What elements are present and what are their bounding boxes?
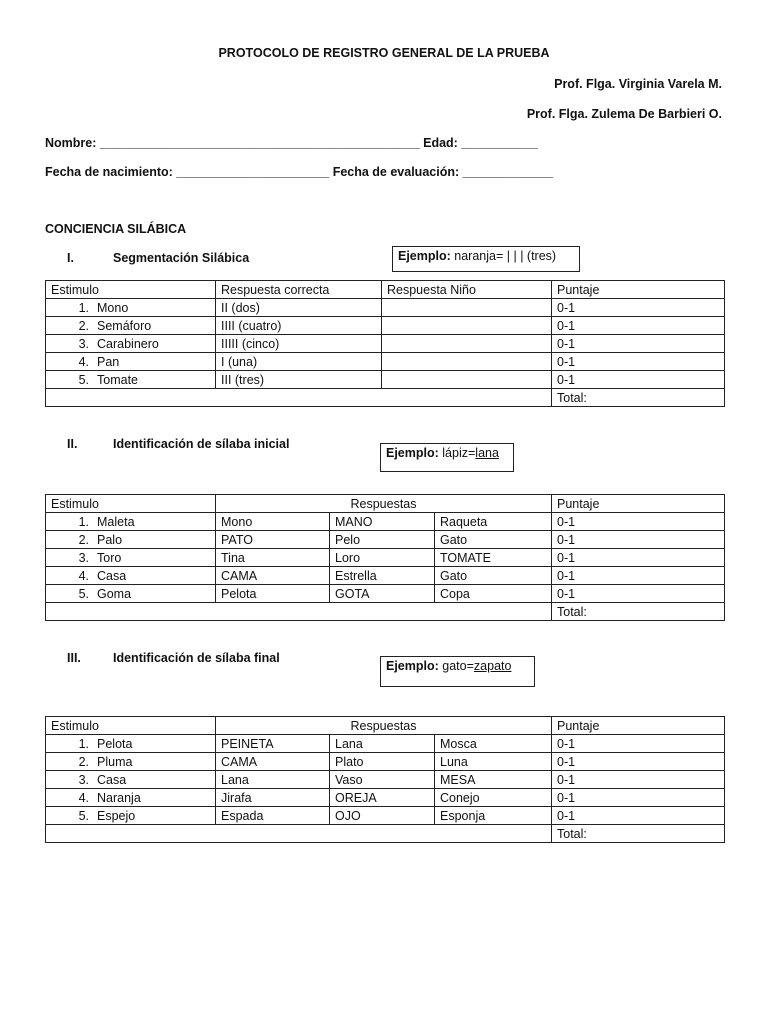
option-cell: Raqueta [435,513,552,531]
author-1: Prof. Flga. Virginia Varela M. [554,77,722,91]
correct-answer: II (dos) [216,299,382,317]
total-row [46,389,725,407]
stimulus-word: Casa [97,772,127,787]
nombre-edad-line: Nombre: ______________________________________________ Edad: ___________ [45,136,538,150]
option-cell: GOTA [330,585,435,603]
header-cell: Estimulo [46,495,216,513]
part3-table [45,716,725,843]
header-cell: Estimulo [46,281,216,299]
option-cell: Pelota [216,585,330,603]
header-cell: Respuesta correcta [216,281,382,299]
part1-example-text: naranja= | | | (tres) [454,249,557,263]
author-2: Prof. Flga. Zulema De Barbieri O. [526,107,722,121]
option-cell: Plato [330,753,435,771]
stimulus-word: Pan [97,354,120,369]
part3-number: III. [67,651,81,665]
child-answer-field[interactable] [382,353,552,371]
score-cell: 0-1 [552,789,725,807]
table-header-row [46,717,725,735]
table-header-row [46,495,725,513]
row-number: 3. [78,550,89,565]
stimulus-word: Toro [97,550,122,565]
option-cell: Luna [435,753,552,771]
fecha-line: Fecha de nacimiento: ______________________ Fecha de evaluación: _____________ [45,165,553,179]
table-row [46,513,725,531]
table-row [46,585,725,603]
table-row [46,299,725,317]
option-cell: Conejo [435,789,552,807]
option-cell: MANO [330,513,435,531]
stimulus-word: Carabinero [97,336,159,351]
option-cell: Vaso [330,771,435,789]
stimulus-word: Pelota [97,736,133,751]
total-row [46,603,725,621]
correct-answer: IIIII (cinco) [216,335,382,353]
total-blank [46,603,552,621]
correct-answer: IIII (cuatro) [216,317,382,335]
part1-table [45,280,725,407]
score-cell: 0-1 [552,371,725,389]
option-cell: MESA [435,771,552,789]
part2-example-box [380,443,514,472]
row-number: 5. [78,808,89,823]
table-row [46,353,725,371]
stimulus-word: Semáforo [97,318,152,333]
header-cell: Puntaje [552,281,725,299]
option-cell: Lana [330,735,435,753]
row-number: 2. [78,532,89,547]
table-row [46,549,725,567]
score-cell: 0-1 [552,335,725,353]
stimulus-word: Espejo [97,808,136,823]
score-cell: 0-1 [552,585,725,603]
header-cell: Respuesta Niño [382,281,552,299]
part1-example-box [392,246,580,272]
score-cell: 0-1 [552,771,725,789]
table-row [46,371,725,389]
total-blank [46,825,552,843]
header-cell: Respuestas [216,717,552,735]
table-row [46,531,725,549]
option-cell: Esponja [435,807,552,825]
option-cell: Tina [216,549,330,567]
row-number: 4. [78,568,89,583]
option-cell: Loro [330,549,435,567]
stimulus-word: Palo [97,532,123,547]
option-cell: Mono [216,513,330,531]
stimulus-word: Tomate [97,372,138,387]
stimulus-word: Pluma [97,754,133,769]
score-cell: 0-1 [552,735,725,753]
part2-number: II. [67,437,78,451]
option-cell: Pelo [330,531,435,549]
stimulus-word: Casa [97,568,127,583]
part2-example-label: Ejemplo: [386,446,439,460]
table-row [46,771,725,789]
part1-example-label: Ejemplo: [398,249,451,263]
score-cell: 0-1 [552,531,725,549]
total-cell: Total: [552,389,725,407]
section-title: CONCIENCIA SILÁBICA [45,222,187,236]
table-row [46,789,725,807]
score-cell: 0-1 [552,753,725,771]
child-answer-field[interactable] [382,335,552,353]
header-cell: Puntaje [552,495,725,513]
row-number: 1. [78,514,89,529]
option-cell: Copa [435,585,552,603]
part2-title: Identificación de sílaba inicial [113,437,290,451]
row-number: 5. [78,372,89,387]
table-row [46,735,725,753]
child-answer-field[interactable] [382,371,552,389]
part2-example-answer: lana [475,446,499,460]
table-header-row [46,281,725,299]
row-number: 2. [78,754,89,769]
option-cell: Espada [216,807,330,825]
score-cell: 0-1 [552,513,725,531]
part3-example-box [380,656,535,687]
option-cell: Lana [216,771,330,789]
row-number: 3. [78,772,89,787]
part2-table [45,494,725,621]
row-number: 4. [78,354,89,369]
document-title: PROTOCOLO DE REGISTRO GENERAL DE LA PRUEBA [218,46,550,60]
option-cell: CAMA [216,753,330,771]
correct-answer: III (tres) [216,371,382,389]
correct-answer: I (una) [216,353,382,371]
row-number: 5. [78,586,89,601]
part1-number: I. [67,251,74,265]
table-row [46,807,725,825]
header-cell: Puntaje [552,717,725,735]
header-cell: Respuestas [216,495,552,513]
option-cell: Gato [435,567,552,585]
total-cell: Total: [552,603,725,621]
score-cell: 0-1 [552,353,725,371]
option-cell: PATO [216,531,330,549]
score-cell: 0-1 [552,807,725,825]
row-number: 2. [78,318,89,333]
part1-title: Segmentación Silábica [113,251,250,265]
option-cell: Mosca [435,735,552,753]
part3-example-label: Ejemplo: [386,659,439,673]
stimulus-word: Maleta [97,514,135,529]
header-cell: Estimulo [46,717,216,735]
total-blank [46,389,552,407]
option-cell: OJO [330,807,435,825]
option-cell: OREJA [330,789,435,807]
total-row [46,825,725,843]
row-number: 4. [78,790,89,805]
option-cell: Jirafa [216,789,330,807]
row-number: 1. [78,300,89,315]
option-cell: PEINETA [216,735,330,753]
stimulus-word: Naranja [97,790,141,805]
table-row [46,753,725,771]
total-cell: Total: [552,825,725,843]
part3-example-answer: zapato [473,659,512,673]
child-answer-field[interactable] [382,317,552,335]
part3-title: Identificación de sílaba final [113,651,280,665]
stimulus-word: Goma [97,586,132,601]
score-cell: 0-1 [552,567,725,585]
child-answer-field[interactable] [382,299,552,317]
option-cell: TOMATE [435,549,552,567]
table-row [46,317,725,335]
option-cell: CAMA [216,567,330,585]
stimulus-word: Mono [97,300,129,315]
score-cell: 0-1 [552,317,725,335]
part3-example-text: gato= [442,659,474,673]
option-cell: Gato [435,531,552,549]
row-number: 1. [78,736,89,751]
table-row [46,567,725,585]
score-cell: 0-1 [552,299,725,317]
option-cell: Estrella [330,567,435,585]
score-cell: 0-1 [552,549,725,567]
table-row [46,335,725,353]
row-number: 3. [78,336,89,351]
part2-example-text: lápiz= [442,446,476,460]
